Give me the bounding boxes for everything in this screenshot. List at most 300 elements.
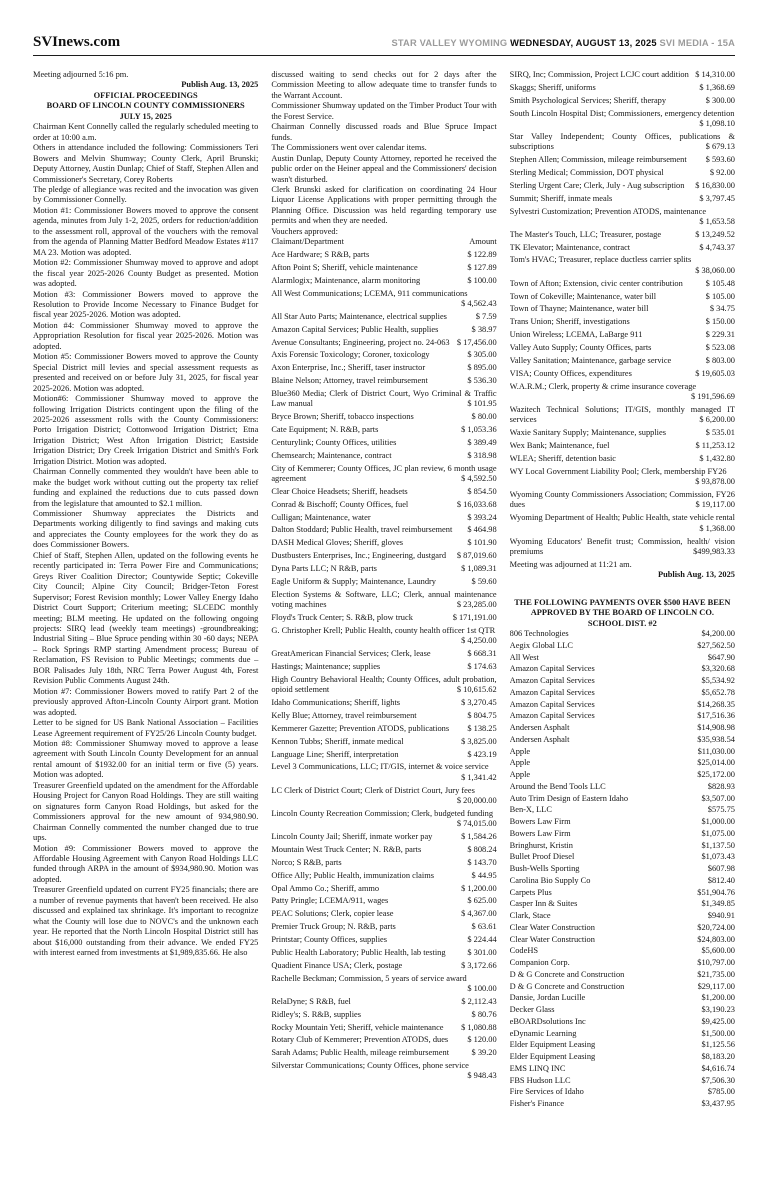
claimant-name: Smith Psychological Services; Sheriff, therapy: [509, 95, 667, 105]
amount-value: $ 2,112.43: [461, 996, 497, 1006]
amount-value: $ 393.24: [467, 512, 497, 522]
claimant-name: The Master's Touch, LLC; Treasurer, postage: [509, 229, 662, 239]
payment-row: [510, 864, 735, 874]
voucher-header-row: [271, 237, 496, 247]
amount-value: $ 224.44: [467, 934, 497, 944]
voucher-row: [271, 551, 496, 561]
claimant-name: Cate Equipment; N. R&B, parts: [271, 425, 379, 435]
amount-value: $607.98: [707, 864, 735, 874]
paragraph: Motion #3: Commissioner Bowers moved to approve the Resolution to Provide Income Necessary to Finance Budget for fiscal year 2025-2026. Motion was adopted.: [33, 289, 259, 320]
amount-value: $ 804.75: [467, 710, 497, 720]
amount-value: $ 679.13: [705, 142, 735, 152]
claimant-name: RelaDyne; S R&B, fuel: [271, 996, 351, 1006]
article-columns: [33, 70, 735, 1111]
payee-name: Dansie, Jordan Lucille: [509, 993, 586, 1003]
voucher-row: [271, 1061, 496, 1082]
claimant-name: Waxie Sanitary Supply; Maintenance, supplies: [509, 428, 666, 438]
paragraph: Austin Dunlap, Deputy County Attorney, reported he received the public order on the Heiner appeal and the Commissioners' decision wasn't disturbed.: [271, 153, 497, 184]
amount-value: $647.90: [707, 652, 735, 662]
amount-value: $ 92.00: [709, 167, 735, 177]
claimant-name: Afton Point S; Sheriff, vehicle maintenance: [271, 262, 418, 272]
amount-value: $ 34.75: [709, 304, 735, 314]
voucher-row: [510, 70, 735, 80]
voucher-row: [271, 312, 496, 322]
claimant-name: Clear Choice Headsets; Sheriff, headsets: [271, 486, 408, 496]
voucher-row: [271, 289, 496, 310]
payee-name: Decker Glass: [509, 1005, 555, 1015]
voucher-row: [271, 389, 496, 410]
amount-value: $ 39.20: [471, 1048, 497, 1058]
amount-value: $ 174.63: [467, 661, 497, 671]
amount-value: $499,983.33: [693, 547, 735, 556]
voucher-row: [271, 577, 496, 587]
paragraph: The pledge of allegiance was recited and the invocation was given by Commissioner Connelly.: [33, 184, 259, 205]
amount-value: $3,437.95: [701, 1099, 735, 1109]
claimant-name: Town of Cokeville; Maintenance, water bill: [509, 291, 657, 301]
amount-value: $ 80.76: [471, 1009, 497, 1019]
section-heading: BOARD OF LINCOLN COUNTY COMMISSIONERS: [46, 101, 245, 111]
amount-value: $ 80.00: [471, 412, 497, 422]
claimant-name: Ace Hardware; S R&B, parts: [271, 250, 370, 260]
claimant-name: Silverstar Communications; County Offices, phone service: [271, 1061, 469, 1071]
claimant-name: Sterling Urgent Care; Clerk, July - Aug subscription: [509, 180, 685, 190]
amount-value: $7,506.30: [701, 1075, 735, 1085]
voucher-row: [271, 338, 496, 348]
claimant-name: Blue360 Media; Clerk of District Court, Wyo Criminal & Traffic Law manual: [271, 388, 497, 409]
claimant-name: Lincoln County Jail; Sheriff, inmate worker pay: [271, 832, 433, 842]
amount-value: $ 93,878.00: [695, 477, 735, 487]
voucher-row: [510, 109, 735, 130]
amount-value: $ 87,019.60: [456, 551, 497, 561]
payment-row: [510, 794, 735, 804]
voucher-row: [510, 304, 735, 314]
amount-value: $ 150.00: [705, 317, 735, 327]
claimant-name: Norco; S R&B, parts: [271, 857, 342, 867]
amount-value: $ 229.31: [705, 330, 735, 340]
amount-value: $828.93: [707, 781, 735, 791]
claimant-name: Ridley's; S. R&B, supplies: [271, 1009, 362, 1019]
paragraph: Chairman Connelly commented they wouldn't have been able to make the budget work without cutting out the property tax relief funding and explained the reductions due to cuts passed down from the legislature that amounted to $2.1 million.: [33, 467, 259, 508]
claimant-name: Election Systems & Software, LLC; Clerk, annual maintenance voting machines: [271, 589, 497, 610]
amount-value: $ 1,098.10: [699, 118, 735, 128]
claimant-name: Idaho Communications; Sheriff, lights: [271, 698, 401, 708]
paragraph: Others in attendance included the following: Commissioners Teri Bowers and Melvin Shumway; County Clerk, April Brunski; Deputy Attorney, Austin Dunlap; Chief of Staff, Stephen Allen and Commissioner's Secretary, Corey Roberts: [33, 143, 259, 184]
amount-value: $ 6,200.00: [699, 415, 735, 425]
amount-value: $ 143.70: [467, 857, 497, 867]
column-3: [510, 70, 735, 1111]
claimant-name: Summit; Sheriff, inmate meals: [509, 193, 613, 203]
voucher-row: [271, 1023, 496, 1033]
claimant-name: VISA; County Offices, expenditures: [509, 368, 632, 378]
claimant-name: Chemsearch; Maintenance, contract: [271, 450, 392, 460]
amount-value: $3,507.00: [701, 793, 735, 803]
paragraph: Motion #2: Commissioner Shumway moved to approve and adopt the fiscal year 2025-2026 County Budget as presented. Motion was adopted.: [33, 258, 259, 289]
voucher-row: [510, 96, 735, 106]
claimant-name: Quadient Finance USA; Clerk, postage: [271, 960, 403, 970]
claimant-name: Rocky Mountain Yeti; Sheriff, vehicle maintenance: [271, 1022, 444, 1032]
payee-name: eBOARDsolutions Inc: [509, 1016, 586, 1026]
amount-value: $ 59.60: [471, 576, 497, 586]
payment-row: [510, 1052, 735, 1062]
amount-value: $ 305.00: [467, 350, 497, 360]
amount-value: $ 1,368.00: [699, 523, 735, 533]
amount-value: $785.00: [707, 1087, 735, 1097]
payee-name: 806 Technologies: [509, 629, 569, 639]
amount-value: $3,320.68: [701, 664, 735, 674]
payee-name: Companion Corp.: [509, 958, 570, 968]
claimant-name: Sterling Medical; Commission, DOT physical: [509, 167, 664, 177]
amount-value: $ 105.48: [705, 278, 735, 288]
payment-row: [510, 1040, 735, 1050]
payment-row: [510, 993, 735, 1003]
payment-row: [510, 982, 735, 992]
paragraph: Chairman Connelly discussed roads and Blue Spruce Impact funds.: [271, 122, 497, 142]
amount-value: $1,137.50: [701, 840, 735, 850]
voucher-row: [271, 250, 496, 260]
claimant-name: Wyoming County Commissioners Association; Commission, FY26 dues: [509, 489, 735, 510]
payee-name: Andersen Asphalt: [509, 723, 570, 733]
claimant-name: Public Health Laboratory; Public Health, lab testing: [271, 947, 446, 957]
amount-value: $ 423.19: [467, 749, 497, 759]
paragraph: Commissioner Shumway updated on the Timber Product Tour with the Forest Service.: [271, 101, 497, 121]
voucher-row: [271, 451, 496, 461]
publish-date: Publish Aug. 13, 2025: [181, 80, 259, 90]
payment-row: [510, 935, 735, 945]
voucher-row: [510, 467, 735, 488]
payment-row: [510, 1076, 735, 1086]
voucher-row: [510, 292, 735, 302]
payee-name: Bullet Proof Diesel: [509, 852, 575, 862]
amount-value: $ 191,596.69: [691, 391, 735, 401]
payment-row: [510, 688, 735, 698]
voucher-row: [271, 487, 496, 497]
paragraph: Motion #5: Commissioner Bowers moved to approve the County Special District mill levies and special assessment requests as presented and received on or before July 31, 2025, for fiscal year 2025-2026. Motion was adopted.: [33, 352, 259, 393]
payee-name: Apple: [509, 758, 531, 768]
paragraph: The Commissioners went over calendar items.: [271, 143, 427, 153]
voucher-row: [271, 974, 496, 995]
amount-value: $11,030.00: [697, 746, 735, 756]
amount-value: $ 105.00: [705, 291, 735, 301]
masthead-right: [391, 38, 735, 48]
voucher-row: [510, 230, 735, 240]
claimant-name: Valley Sanitation; Maintenance, garbage service: [509, 355, 672, 365]
claimant-name: W.A.R.M.; Clerk, property & crime insurance coverage: [509, 381, 697, 391]
amount-value: $ 523.08: [705, 343, 735, 352]
amount-value: $ 895.00: [467, 363, 497, 373]
amount-value: $ 389.49: [467, 437, 497, 447]
amount-value: $ 1,053.36: [461, 425, 497, 435]
payee-name: Bush-Wells Sporting: [509, 864, 580, 874]
payment-row: [510, 911, 735, 921]
payee-name: D & G Concrete and Construction: [509, 981, 625, 991]
payee-name: Clear Water Construction: [509, 934, 595, 944]
amount-value: $ 16,033.68: [456, 499, 497, 509]
paragraph: Meeting was adjourned at 11:21 am.: [509, 559, 632, 569]
payee-name: Apple: [509, 746, 531, 756]
amount-value: $ 3,270.45: [461, 698, 497, 708]
amount-value: $ 171,191.00: [452, 613, 497, 622]
payment-row: [510, 1087, 735, 1097]
voucher-row: [271, 896, 496, 906]
amount-value: $ 1,653.58: [699, 216, 735, 226]
claimant-name: Mountain West Truck Center; N. R&B, parts: [271, 845, 422, 855]
payment-row: [510, 852, 735, 862]
amount-value: $17,516.36: [697, 711, 735, 721]
amount-value: $ 11,253.12: [695, 440, 735, 450]
claimant-name: Amazon Capital Services; Public Health, supplies: [271, 324, 439, 334]
amount-value: Amount: [469, 237, 497, 247]
payment-row: [510, 747, 735, 757]
claimant-name: Valley Auto Supply; County Offices, parts: [509, 343, 652, 352]
amount-value: $ 17,456.00: [456, 337, 497, 347]
payee-name: Ben-X, LLC: [509, 805, 552, 815]
claimant-name: Trans Union; Sheriff, investigations: [509, 317, 630, 327]
payee-name: eDynamic Learning: [509, 1028, 577, 1038]
claimant-name: Patty Pringle; LCEMA/911, wages: [271, 896, 389, 906]
amount-value: $ 122.89: [467, 250, 497, 260]
voucher-row: [271, 649, 496, 659]
payment-row: [510, 946, 735, 956]
payee-name: Clear Water Construction: [509, 922, 595, 932]
voucher-row: [510, 155, 735, 165]
voucher-row: [271, 590, 496, 611]
paragraph: Letter to be signed for US Bank National Association – Facilities Lease Agreement requirement of FY25/26 Lincoln County budget.: [33, 718, 259, 738]
claimant-name: Bryce Brown; Sheriff, tobacco inspections: [271, 412, 414, 422]
claimant-name: All Star Auto Parts; Maintenance, electrical supplies: [271, 311, 447, 321]
amount-value: $3,190.23: [701, 1005, 735, 1015]
amount-value: $5,600.00: [701, 946, 735, 956]
payee-name: Amazon Capital Services: [509, 699, 595, 709]
amount-value: $ 101.95: [467, 399, 497, 409]
amount-value: $ 44.95: [471, 870, 497, 880]
voucher-row: [271, 500, 496, 510]
payment-row: [510, 653, 735, 663]
payment-row: [510, 664, 735, 674]
claimant-name: Wazitech Technical Solutions; IT/GIS, monthly managed IT services: [509, 404, 735, 425]
voucher-row: [271, 263, 496, 273]
claimant-name: Printstar; County Offices, supplies: [271, 934, 388, 944]
amount-value: $ 536.30: [467, 376, 497, 386]
amount-value: $1,349.85: [701, 899, 735, 909]
claimant-name: Level 3 Communications, LLC; IT/GIS, internet & voice service: [271, 762, 489, 772]
payee-name: CodeHS: [509, 946, 539, 956]
voucher-row: [271, 276, 496, 286]
paragraph: Treasurer Greenfield updated on current FY25 financials; there are a number of revenue payments that haven't been received. He also discussed and explained tax shrinkage. It's important to recognize what the County will lose due to NOVC's and the unknown each year. He reported that the North Lincoln Hospital District still has about $16,000 outstanding from their advance. We ended FY25 with interest earned from investments at $1,989,835.66. He also: [33, 885, 259, 958]
payment-row: [510, 888, 735, 898]
claimant-name: High Country Behavioral Health; County Offices, adult probation, opioid settlement: [271, 674, 497, 695]
payment-row: [510, 700, 735, 710]
amount-value: $14,908.98: [697, 723, 735, 733]
voucher-row: [271, 438, 496, 448]
voucher-row: [510, 513, 735, 534]
claimant-name: Alarmlogix; Maintenance, alarm monitoring: [271, 275, 421, 285]
voucher-row: [271, 737, 496, 747]
voucher-row: [271, 662, 496, 672]
payment-row: [510, 711, 735, 721]
voucher-row: [271, 1035, 496, 1045]
claimant-name: Rotary Club of Kemmerer; Prevention ATODS, dues: [271, 1035, 449, 1045]
amount-value: $35,938.54: [697, 734, 735, 744]
claimant-name: Kelly Blue; Attorney, travel reimbursement: [271, 710, 417, 720]
voucher-row: [510, 194, 735, 204]
voucher-row: [271, 376, 496, 386]
amount-value: $1,125.56: [701, 1040, 735, 1050]
payment-row: [510, 629, 735, 639]
claimant-name: Hastings; Maintenance; supplies: [271, 661, 381, 671]
payee-name: Auto Trim Design of Eastern Idaho: [509, 793, 629, 803]
claimant-name: Rachelle Beckman; Commission, 5 years of service award: [271, 973, 467, 983]
amount-value: $ 100.00: [467, 983, 497, 993]
payee-name: Carolina Bio Supply Co: [509, 875, 591, 885]
claimant-name: Eagle Uniform & Supply; Maintenance, Laundry: [271, 576, 436, 586]
voucher-row: [271, 762, 496, 783]
amount-value: $ 100.00: [467, 275, 497, 285]
voucher-row: [271, 363, 496, 373]
payment-row: [510, 1017, 735, 1027]
voucher-row: [510, 255, 735, 276]
voucher-row: [510, 454, 735, 464]
voucher-row: [271, 350, 496, 360]
amount-value: $ 625.00: [467, 896, 497, 906]
payment-row: [510, 899, 735, 909]
voucher-row: [510, 369, 735, 379]
voucher-row: [271, 626, 496, 647]
voucher-row: [271, 884, 496, 894]
section-spacer: [510, 581, 735, 598]
claimant-name: Dustbusters Enterprises, Inc.; Engineering, dustgard: [271, 551, 447, 561]
amount-value: $ 4,562.43: [461, 299, 497, 309]
amount-value: $ 20,000.00: [456, 796, 497, 806]
claimant-name: Town of Thayne; Maintenance, water bill: [509, 304, 649, 314]
amount-value: $24,803.00: [697, 934, 735, 944]
section-heading: THE FOLLOWING PAYMENTS OVER $500 HAVE BEEN: [514, 597, 731, 607]
paragraph: Motion #4: Commissioner Shumway moved to approve the Appropriation Resolution for fiscal year 2025-2026. Motion was adopted.: [33, 320, 259, 351]
amount-value: $27,562.50: [697, 640, 735, 650]
voucher-row: [510, 83, 735, 93]
payment-row: [510, 1099, 735, 1109]
amount-value: $ 3,797.45: [699, 193, 735, 203]
claimant-name: WLEA; Sheriff, detention basic: [509, 453, 617, 463]
voucher-row: [271, 961, 496, 971]
amount-value: $ 4,367.00: [461, 909, 497, 919]
voucher-row: [271, 922, 496, 932]
section-heading: JULY 15, 2025: [119, 111, 172, 121]
voucher-row: [271, 724, 496, 734]
amount-value: $ 854.50: [467, 486, 497, 496]
payment-row: [510, 641, 735, 651]
voucher-row: [271, 538, 496, 548]
payee-name: Amazon Capital Services: [509, 711, 595, 721]
payee-name: Around the Bend Tools LLC: [509, 781, 606, 791]
column-1: [33, 70, 258, 1111]
voucher-row: [510, 132, 735, 153]
header-edition: SVI MEDIA - 15A: [656, 38, 735, 48]
claimant-name: Sylvestri Customization; Prevention ATODS, maintenance: [509, 206, 707, 216]
claimant-name: Opal Ammo Co.; Sheriff, ammo: [271, 883, 380, 893]
paragraph: Motion #1: Commissioner Bowers moved to approve the consent agenda, minutes from July 1-2, 2025, orders for reduction/addition to the assessment roll, approval of the vouchers with the removal from the agenda of Planning Matter Bedford Meadow Estates #117 MA 23. Motion was adopted.: [33, 205, 259, 257]
voucher-row: [271, 464, 496, 485]
amount-value: $ 464.98: [467, 525, 497, 535]
amount-value: $9,425.00: [701, 1016, 735, 1026]
payee-name: Elder Equipment Leasing: [509, 1052, 596, 1062]
amount-value: $ 1,341.42: [461, 772, 497, 782]
amount-value: $ 7.59: [475, 311, 497, 321]
paragraph: Motion #9: Commissioner Bowers moved to approve the Affordable Housing Agreement with Canyon Road Holdings LLC funded through ARPA in the amount of $934,980.90. Motion was adopted.: [33, 843, 259, 884]
amount-value: $ 74,015.00: [456, 819, 497, 829]
amount-value: $ 138.25: [467, 723, 497, 733]
payee-name: Bowers Law Firm: [509, 828, 571, 838]
amount-value: $1,200.00: [701, 993, 735, 1003]
voucher-row: [510, 490, 735, 511]
paragraph: Motion #8: Commissioner Shumway moved to approve a lease agreement with South Lincoln County Development for an annual rental amount of $1932.00 for an initial term or five (5) years. Motion was adopted.: [33, 739, 259, 780]
claimant-name: Claimant/Department: [271, 237, 344, 247]
amount-value: $ 120.00: [467, 1035, 497, 1045]
claimant-name: Tom's HVAC; Treasurer, replace ductless carrier splits: [509, 255, 692, 265]
amount-value: $ 1,584.26: [461, 832, 497, 842]
payment-row: [510, 723, 735, 733]
amount-value: $ 23,285.00: [456, 600, 497, 610]
section-heading: SCHOOL DIST. #2: [587, 618, 657, 628]
amount-value: $14,268.35: [697, 699, 735, 709]
claimant-name: Skaggs; Sheriff, uniforms: [509, 82, 596, 92]
claimant-name: Dalton Stoddard; Public Health, travel reimbursement: [271, 525, 453, 535]
column-2: [271, 70, 496, 1111]
payee-name: Apple: [509, 770, 531, 780]
voucher-row: [271, 698, 496, 708]
payment-row: [510, 1064, 735, 1074]
paragraph: discussed waiting to send checks out for 2 days after the Commission Meeting to allow adequate time to transfer funds to the Warrant Account.: [271, 70, 497, 100]
claimant-name: Office Ally; Public Health, immunization claims: [271, 870, 434, 880]
voucher-row: [510, 405, 735, 426]
payee-name: Amazon Capital Services: [509, 664, 595, 674]
voucher-row: [510, 382, 735, 403]
payee-name: Aegix Global LLC: [509, 640, 573, 650]
paragraph: Motion #7: Commissioner Bowers moved to ratify Part 2 of the previously approved Afton-Lincoln County Airport grant. Motion was adopted.: [33, 686, 259, 717]
payment-row: [510, 770, 735, 780]
payee-name: Casper Inn & Suites: [509, 899, 578, 909]
amount-value: $ 1,089.31: [461, 564, 497, 574]
amount-value: $ 318.98: [467, 450, 497, 460]
voucher-row: [271, 948, 496, 958]
amount-value: $ 808.24: [467, 845, 497, 855]
header-location: STAR VALLEY WYOMING: [391, 38, 511, 48]
payment-row: [510, 782, 735, 792]
payment-row: [510, 758, 735, 768]
amount-value: $25,172.00: [697, 770, 735, 780]
voucher-row: [271, 425, 496, 435]
claimant-name: City of Kemmerer; County Offices, JC plan review, 6 month usage agreement: [271, 463, 497, 484]
amount-value: $5,534.92: [701, 676, 735, 686]
amount-value: $25,014.00: [697, 758, 735, 768]
claimant-name: Star Valley Independent; County Offices, publications & subscriptions: [509, 131, 735, 152]
claimant-name: Language Line; Sheriff, interpretation: [271, 749, 399, 759]
payment-row: [510, 841, 735, 851]
section-heading: APPROVED BY THE BOARD OF LINCOLN CO.: [530, 608, 714, 618]
claimant-name: WY Local Government Liability Pool; Clerk, membership FY26: [509, 466, 727, 476]
amount-value: $ 593.60: [705, 155, 735, 165]
payee-name: Fire Services of Idaho: [509, 1087, 584, 1097]
payment-row: [510, 958, 735, 968]
amount-value: $ 19,605.03: [695, 368, 735, 378]
payee-name: Bowers Law Firm: [509, 817, 571, 827]
payee-name: Elder Equipment Leasing: [509, 1040, 596, 1050]
amount-value: $10,797.00: [697, 958, 735, 968]
amount-value: $5,652.78: [701, 687, 735, 697]
claimant-name: Wyoming Department of Health; Public Health, state vehicle rental: [509, 513, 735, 523]
claimant-name: Axon Enterprise, Inc.; Sheriff, taser instructor: [271, 363, 426, 373]
claimant-name: Floyd's Truck Center; S. R&B, plow truck: [271, 613, 413, 622]
claimant-name: Lincoln County Recreation Commission; Clerk, budgeted funding: [271, 808, 494, 818]
